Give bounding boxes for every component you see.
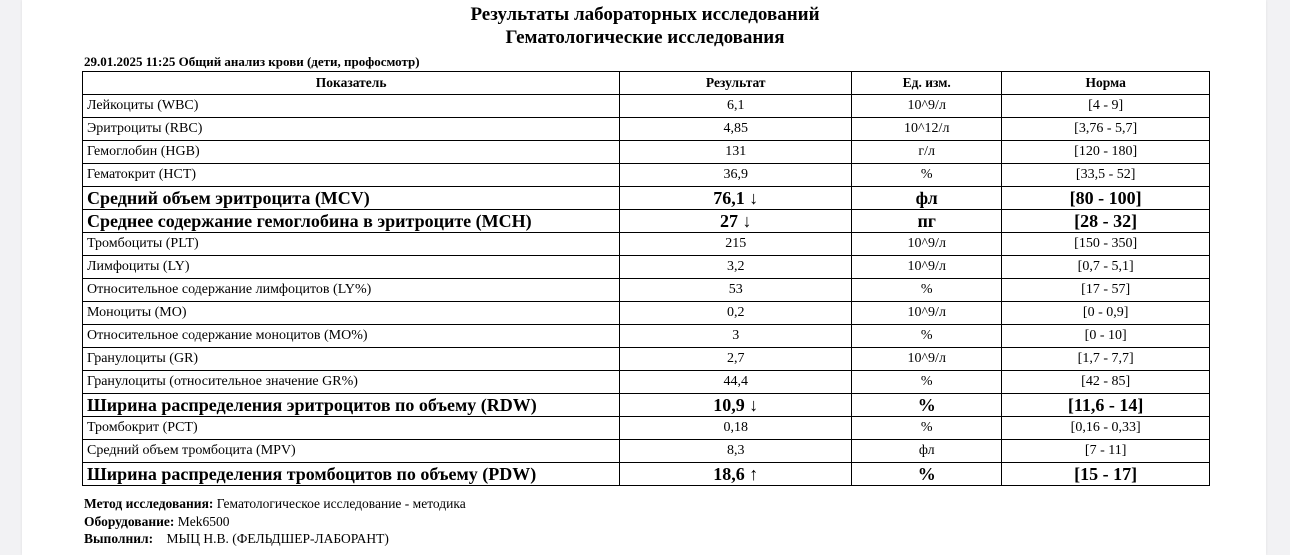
table-row <box>83 164 1210 187</box>
norm-cell: [0 - 0,9] <box>1002 302 1210 325</box>
table-row <box>83 233 1210 256</box>
param-cell: Тромбоциты (PLT) <box>83 233 620 256</box>
method-value: Гематологическое исследование - методика <box>216 496 466 511</box>
norm-cell: [0,16 - 0,33] <box>1002 417 1210 440</box>
norm-cell: [28 - 32] <box>1002 210 1210 233</box>
result-cell: 36,9 <box>620 164 852 187</box>
unit-cell: г/л <box>852 141 1002 164</box>
norm-cell: [150 - 350] <box>1002 233 1210 256</box>
table-row <box>83 417 1210 440</box>
unit-cell: фл <box>852 440 1002 463</box>
result-cell: 3,2 <box>620 256 852 279</box>
unit-cell: % <box>852 279 1002 302</box>
result-cell: 0,18 <box>620 417 852 440</box>
result-cell: 8,3 <box>620 440 852 463</box>
norm-cell: [17 - 57] <box>1002 279 1210 302</box>
table-row-abnormal <box>83 463 1210 486</box>
result-cell: 76,1 ↓ <box>620 187 852 210</box>
result-cell: 18,6 ↑ <box>620 463 852 486</box>
param-cell: Средний объем тромбоцита (MPV) <box>83 440 620 463</box>
param-cell: Гранулоциты (относительное значение GR%) <box>83 371 620 394</box>
table-row <box>83 302 1210 325</box>
param-cell: Средний объем эритроцита (MCV) <box>83 187 620 210</box>
result-cell: 215 <box>620 233 852 256</box>
table-row <box>83 141 1210 164</box>
norm-cell: [15 - 17] <box>1002 463 1210 486</box>
equipment-value: Mek6500 <box>177 514 230 529</box>
table-row <box>83 279 1210 302</box>
unit-cell: 10^12/л <box>852 118 1002 141</box>
param-cell: Лейкоциты (WBC) <box>83 95 620 118</box>
unit-cell: % <box>852 371 1002 394</box>
norm-cell: [4 - 9] <box>1002 95 1210 118</box>
param-cell: Ширина распределения тромбоцитов по объему (PDW) <box>83 463 620 486</box>
analysis-header: 29.01.2025 11:25 Общий анализ крови (дети, профосмотр) <box>84 54 420 69</box>
table-header-row <box>83 72 1210 95</box>
table-row <box>83 95 1210 118</box>
param-cell: Ширина распределения эритроцитов по объему (RDW) <box>83 394 620 417</box>
norm-cell: [120 - 180] <box>1002 141 1210 164</box>
result-cell: 6,1 <box>620 95 852 118</box>
table-row <box>83 325 1210 348</box>
results-table <box>82 71 1210 486</box>
table-row <box>83 256 1210 279</box>
result-cell: 53 <box>620 279 852 302</box>
unit-cell: 10^9/л <box>852 302 1002 325</box>
norm-cell: [0,7 - 5,1] <box>1002 256 1210 279</box>
unit-cell: 10^9/л <box>852 233 1002 256</box>
unit-cell: % <box>852 164 1002 187</box>
unit-cell: % <box>852 463 1002 486</box>
unit-cell: % <box>852 417 1002 440</box>
param-cell: Тромбокрит (PCT) <box>83 417 620 440</box>
table-row <box>83 440 1210 463</box>
header-unit: Ед. изм. <box>852 72 1002 95</box>
param-cell: Относительное содержание лимфоцитов (LY%) <box>83 279 620 302</box>
param-cell: Относительное содержание моноцитов (MO%) <box>83 325 620 348</box>
norm-cell: [0 - 10] <box>1002 325 1210 348</box>
unit-cell: фл <box>852 187 1002 210</box>
param-cell: Моноциты (MO) <box>83 302 620 325</box>
table-row <box>83 371 1210 394</box>
result-cell: 10,9 ↓ <box>620 394 852 417</box>
norm-cell: [11,6 - 14] <box>1002 394 1210 417</box>
param-cell: Среднее содержание гемоглобина в эритроците (MCH) <box>83 210 620 233</box>
norm-cell: [1,7 - 7,7] <box>1002 348 1210 371</box>
unit-cell: 10^9/л <box>852 95 1002 118</box>
result-cell: 44,4 <box>620 371 852 394</box>
equipment-label: Оборудование: <box>84 514 175 529</box>
performer-value: МЫЦ Н.В. (ФЕЛЬДШЕР-ЛАБОРАНТ) <box>166 531 389 546</box>
table-row-abnormal <box>83 210 1210 233</box>
result-cell: 2,7 <box>620 348 852 371</box>
param-cell: Гемоглобин (HGB) <box>83 141 620 164</box>
method-line <box>84 496 466 512</box>
result-cell: 4,85 <box>620 118 852 141</box>
unit-cell: % <box>852 394 1002 417</box>
performer-line <box>84 531 389 547</box>
unit-cell: 10^9/л <box>852 256 1002 279</box>
header-result: Результат <box>620 72 852 95</box>
unit-cell: 10^9/л <box>852 348 1002 371</box>
unit-cell: пг <box>852 210 1002 233</box>
norm-cell: [33,5 - 52] <box>1002 164 1210 187</box>
result-cell: 0,2 <box>620 302 852 325</box>
report-title: Результаты лабораторных исследований <box>470 4 820 25</box>
performer-label: Выполнил: <box>84 531 154 546</box>
norm-cell: [80 - 100] <box>1002 187 1210 210</box>
header-norm: Норма <box>1002 72 1210 95</box>
param-cell: Лимфоциты (LY) <box>83 256 620 279</box>
norm-cell: [3,76 - 5,7] <box>1002 118 1210 141</box>
unit-cell: % <box>852 325 1002 348</box>
result-cell: 131 <box>620 141 852 164</box>
param-cell: Гематокрит (HCT) <box>83 164 620 187</box>
header-param: Показатель <box>83 72 620 95</box>
report-subtitle: Гематологические исследования <box>505 27 785 48</box>
norm-cell: [42 - 85] <box>1002 371 1210 394</box>
table-row <box>83 348 1210 371</box>
result-cell: 3 <box>620 325 852 348</box>
param-cell: Гранулоциты (GR) <box>83 348 620 371</box>
method-label: Метод исследования: <box>84 496 214 511</box>
param-cell: Эритроциты (RBC) <box>83 118 620 141</box>
table-row-abnormal <box>83 187 1210 210</box>
table-row <box>83 118 1210 141</box>
result-cell: 27 ↓ <box>620 210 852 233</box>
table-row-abnormal <box>83 394 1210 417</box>
norm-cell: [7 - 11] <box>1002 440 1210 463</box>
equipment-line <box>84 514 230 530</box>
